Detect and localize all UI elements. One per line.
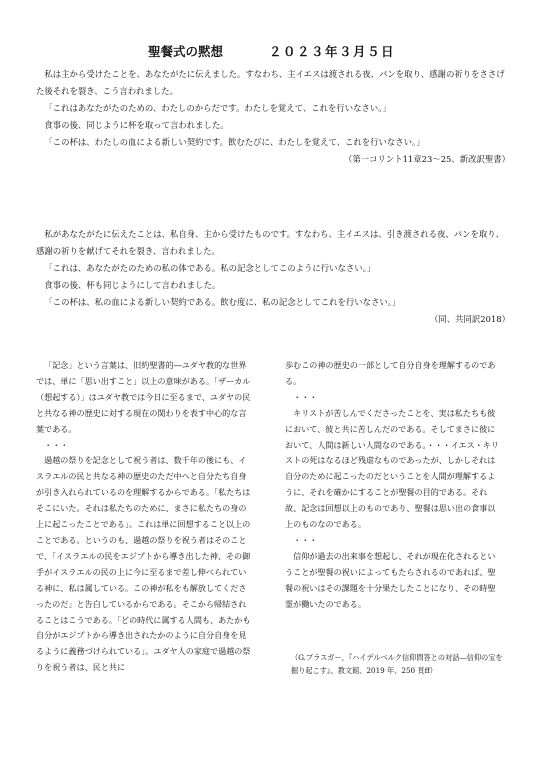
page-header [0,42,543,60]
commentary-column-right [285,358,503,677]
commentary-paragraph: キリストが苦しんでくださったことを、実は私たちも彼において、彼と共に苦しんだのである。そしてまさに彼において、人間は新しい人間なのである。・・・イエス・キリストの死はなるほど残虐なものであったが、しかしそれは自分のために起こったのだということを人間が理解するように、それを確かにすることが聖餐の目的である。それ故、記念は回想以上のものであり、聖餐は思い出の食事以上のものなのである。 [285,407,499,530]
book-reference: （G.プラスガー、『ハイデルベルク信仰問答との対話―信仰の宝を掘り起こす』、教文館、2019 年、250 頁ff） [291,652,503,675]
scripture-passage-2 [36,226,510,328]
page-date: ２０２３年３月５日 [269,44,396,59]
passage-quote: 「これは、あなたがたのための私の体である。私の記念としてこのように行いなさい。」 [44,263,376,273]
scripture-passage-1 [36,66,510,168]
passage-paragraph: 私があなたがたに伝えたことは、私自身、主から受けたものです。すなわち、主イエスは、引き渡される夜、パンを取り、感謝の祈りを献げてそれを裂き、言われました。 [36,229,505,256]
passage-quote: 「この杯は、私の血による新しい契約である。飲む度に、私の記念としてこれを行いなさい。」 [44,297,401,307]
commentary-paragraph: 過越の祭りを記念として祝う者は、数千年の後にも、イスラエルの民と共なる神の歴史のただ中へと自分たち自身が引き入れられているのを理解するからである。「私たちはそこにいた。それは私たちのために、まさに私たちの身の上に起こったことである」。これは単に回想すること以上のことである。というのも、過越の祭りを祝う者はそのことで、「イスラエルの民をエジプトから導き出した神、その御手がイスラエルの民の上に今に至るまで差し伸べられている神に、私は属している。この神が私をも解放してくださったのだ」と告白しているからである。そこから帰結されることはこうである。「どの時代に属する人間も、あたかも自分がエジプトから導き出されたかのように自分自身を見るように義務づけられている」。ユダヤ人の家庭で過越の祭りを祝う者は、民と共に [36,455,251,673]
passage-quote: 「この杯は、わたしの血による新しい契約です。飲むたびに、わたしを覚えて、これを行いなさい。」 [44,137,425,147]
passage-paragraph: 私は主から受けたことを、あなたがたに伝えました。すなわち、主イエスは渡される夜、パンを取り、感謝の祈りをささげた後それを裂き、こう言われました。 [36,69,505,96]
commentary-paragraph: 信仰が過去の出来事を想起し、それが現在化されるということが聖餐の祝いによってもたらされるのであれば、聖餐の祝いはその課題を十分果たしたことになり、その時聖霊が働いたのである。 [285,550,496,609]
passage-citation: （第一コリント11章23～25、新改訳聖書） [344,154,510,164]
ellipsis-marker: ・・・ [44,439,69,450]
commentary-paragraph: 「記念」という言葉は、旧約聖書的―ユダヤ教的な世界では、単に「思い出すこと」以上の意味がある。「ザーカル（想起する）」はユダヤ教では今日に至るまで、ユダヤの民と共なる神の歴史に対する現在の関わりを表す中心的な言葉である。 [36,360,251,434]
passage-quote: 「これはあなたがたのための、わたしのからだです。わたしを覚えて、これを行いなさい。」 [44,103,391,113]
ellipsis-marker: ・・・ [293,391,318,402]
commentary-paragraph: 歩むこの神の歴史の一部として自分自身を理解するのである。 [285,360,496,386]
passage-paragraph: 食事の後、同じように杯を取って言われました。 [44,120,229,130]
commentary-column-left [36,358,254,676]
passage-citation: （同、共同訳2018） [430,314,510,324]
page-title: 聖餐式の黙想 [147,44,223,59]
ellipsis-marker: ・・・ [293,534,318,545]
passage-paragraph: 食事の後、杯も同じようにして言われました。 [44,280,221,290]
